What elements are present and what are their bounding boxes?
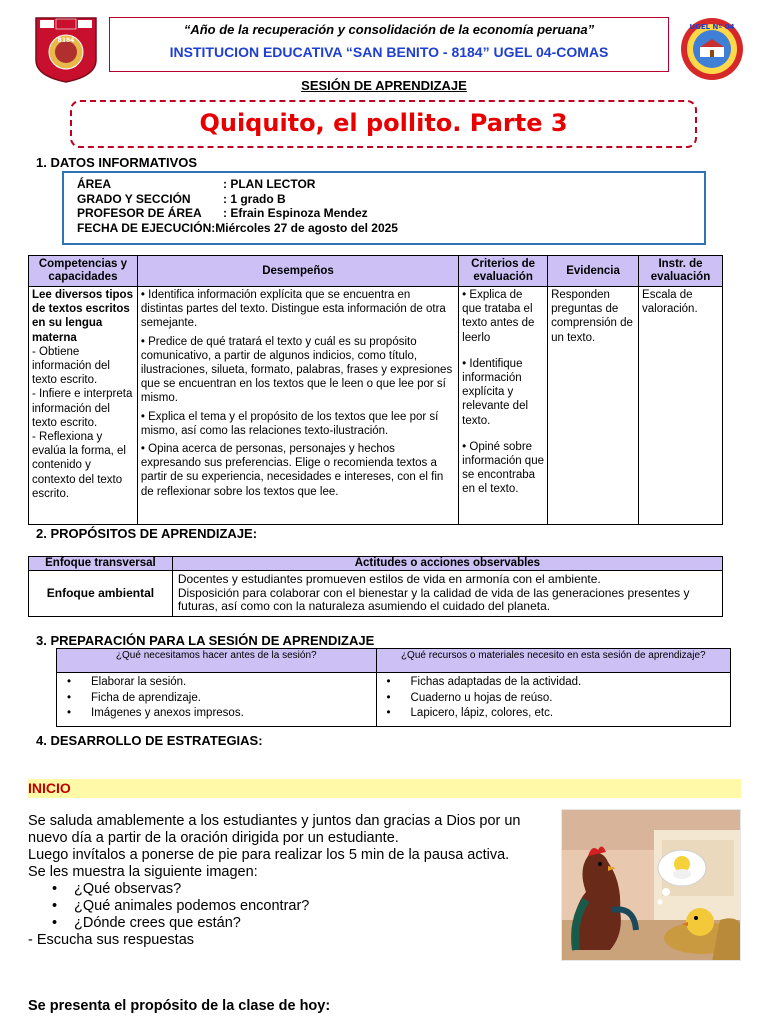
list-item: • Imágenes y anexos impresos. [91, 706, 370, 722]
criteria-item: • Opiné sobre información que se encontraba en el texto. [462, 440, 544, 496]
list-item: • Lapicero, lápiz, colores, etc. [411, 706, 724, 722]
criteria-item: • Explica de que trataba el texto antes de leerlo [462, 289, 535, 344]
list-item: • Elaborar la sesión. [91, 675, 370, 691]
header-evidence: Evidencia [548, 256, 639, 287]
header-instrument: Instr. de evaluación [639, 256, 723, 287]
inicio-bar [28, 779, 741, 798]
purpose-line: Se presenta el propósito de la clase de hoy: [28, 998, 331, 1014]
header-materials: ¿Qué recursos o materiales necesito en esta sesión de aprendizaje? [376, 649, 730, 673]
header-before-session: ¿Qué necesitamos hacer antes de la sesión? [57, 649, 377, 673]
performance-item: • Identifica información explícita que se encuentra en distintas partes del texto. Distingue esta información de otra semejante. [140, 289, 446, 330]
info-value: : 1 grado B [223, 191, 286, 206]
info-key: PROFESOR DE ÁREA [77, 206, 202, 220]
performance-item: • Predice de qué tratará el texto y cuál es su propósito comunicativo, a partir de algunos indicios, como título, ilustraciones, silueta, formato, palabras, frases y expresiones que se encuentran en los textos que le leen o que lee por sí mismo. [140, 335, 453, 405]
materials-cell [376, 673, 730, 727]
instrument-cell: Escala de valoración. [639, 287, 723, 525]
header-actitudes: Actitudes o acciones observables [172, 557, 722, 571]
info-key: GRADO Y SECCIÓN [77, 191, 191, 206]
list-item: • Cuaderno u hojas de reúso. [411, 691, 724, 707]
info-value: Miércoles 27 de agosto del 2025 [215, 220, 398, 235]
inicio-paragraph: Luego invítalos a ponerse de pie para realizar los 5 min de la pausa activa. [28, 847, 510, 863]
criteria-item: • Identifique información explícita y relevante del texto. [462, 357, 529, 427]
question-item: • ¿Dónde crees que están? [52, 915, 548, 932]
competency-title: Lee diversos tipos de textos escritos en su lengua materna [32, 289, 133, 344]
school-name: INSTITUCION EDUCATIVA “SAN BENITO - 8184” UGEL 04-COMAS [169, 44, 609, 60]
header-competencies: Competencias y capacidades [29, 256, 138, 287]
rooster-chick-image [561, 809, 741, 961]
header-enfoque: Enfoque transversal [29, 557, 173, 571]
inicio-paragraph: Se saluda amablemente a los estudiantes y juntos dan gracias a Dios por un nuevo día a partir de la oración dirigida por un estudiante. [28, 813, 521, 846]
preparation-table [56, 648, 731, 727]
title-banner [70, 100, 697, 148]
purposes-table [28, 556, 723, 617]
svg-text:UGEL Nº 04: UGEL Nº 04 [689, 23, 735, 31]
section-heading-preparacion: 3. PREPARACIÓN PARA LA SESIÓN DE APRENDIZAJE [36, 633, 375, 648]
performance-item: • Opina acerca de personas, personajes y hechos expresando sus preferencias. Elige o recomienda textos a partir de su experiencia, necesidades e intereses, con el fin de reflexionar sobre los textos que lee. [140, 443, 444, 498]
inicio-body [28, 813, 548, 949]
info-key: FECHA DE EJECUCIÓN: [77, 220, 216, 235]
criteria-cell [459, 287, 548, 525]
list-item: • Ficha de aprendizaje. [91, 691, 370, 707]
actions-cell: Docentes y estudiantes promueven estilos de vida en armonía con el ambiente. Disposición para colaborar con el bienestar y la calidad de vida de las generaciones presentes y futuras, así como con la naturaleza asumiendo el cuidado del planeta. [172, 571, 722, 617]
section-heading-datos: 1. DATOS INFORMATIVOS [36, 155, 198, 170]
competency-cell [29, 287, 138, 525]
national-motto: “Año de la recuperación y consolidación de la economía peruana” [183, 22, 595, 37]
info-row-teacher [77, 206, 691, 221]
session-label: SESIÓN DE APRENDIZAJE [301, 78, 467, 93]
inicio-closing: - Escucha sus respuestas [28, 932, 195, 948]
performances-cell [137, 287, 458, 525]
school-crest-logo [34, 16, 98, 84]
info-row-date [77, 221, 691, 236]
performance-item: • Explica el tema y el propósito de los textos que lee por sí mismo, así como las relaciones texto-ilustración. [140, 410, 439, 437]
section-heading-propositos: 2. PROPÓSITOS DE APRENDIZAJE: [36, 526, 258, 541]
session-title: Quiquito, el pollito. Parte 3 [199, 109, 568, 137]
ugel-logo [680, 17, 744, 81]
before-session-cell [57, 673, 377, 727]
header-performances: Desempeños [137, 256, 458, 287]
inicio-paragraph: Se les muestra la siguiente imagen: [28, 864, 258, 880]
svg-text:8184: 8184 [57, 37, 75, 44]
section-heading-desarrollo: 4. DESARROLLO DE ESTRATEGIAS: [36, 733, 263, 748]
competency-table [28, 255, 723, 525]
info-value: : Efrain Espinoza Mendez [223, 206, 368, 220]
capacities-text: - Obtiene información del texto escrito. - Infiere e interpreta información del texto escrito. - Reflexiona y evalúa la forma, el contenido y contexto del texto escrito. [32, 345, 133, 500]
enfoque-cell: Enfoque ambiental [29, 571, 173, 617]
header-banner [109, 17, 669, 72]
info-value: : PLAN LECTOR [223, 177, 316, 191]
question-item: • ¿Qué animales podemos encontrar? [52, 898, 548, 915]
info-row-area [77, 177, 691, 192]
list-item: • Fichas adaptadas de la actividad. [411, 675, 724, 691]
question-item: • ¿Qué observas? [52, 881, 548, 898]
info-key: ÁREA [77, 177, 112, 191]
info-row-grade [77, 192, 691, 207]
inicio-label: INICIO [28, 780, 71, 796]
header-criteria: Criterios de evaluación [459, 256, 548, 287]
informative-data-box [62, 171, 706, 245]
evidence-cell: Responden preguntas de comprensión de un texto. [548, 287, 639, 525]
